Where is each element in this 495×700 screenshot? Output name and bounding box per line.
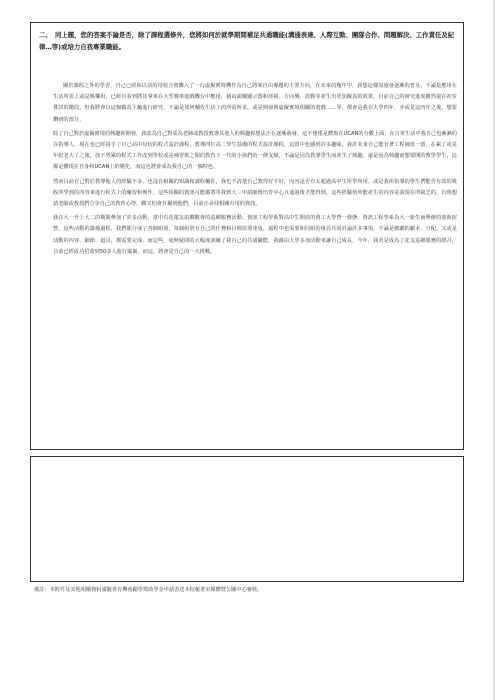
- footnote: 備註：本附件及其他相關資料請隨喜有機會勵學獎助學金申請表送本校秘書室媒體暨公關中心審核。: [34, 587, 263, 593]
- answer-body: [53, 81, 457, 261]
- question-text: 同上題，您的答案不論是否，除了課程選修外，您將如何於就學期間補足共通職能(溝通表達、人際互動、團隊合作、問題解決、工作責任及紀律…等)或培力自我專業職能。: [39, 31, 455, 51]
- blank-answer-box: [30, 456, 464, 582]
- question-heading: [39, 29, 457, 53]
- answer-paragraph: 除了自己對於虛擬實境的興趣和開發，我認為自己對成為老師或教授教導其他人的興趣和想法正在逐漸萌發，這不僅僅是體現在UCAN的分數上面，在日常生活中我自己也漸漸的在指導人，現在也已經接手了自己高中母校的程式設計課程，教導四位高二學生基礎的程式設計課程，這當中也感到許多趣味，我許未來自己能有著工程師當一當，在累了或是年紀老大了之後，放下勞累的程式工作改到學校或是補習班之類的教育下一代的小孩們的一條支線，不論是因為教導學生而產生了興趣，還是因為興趣而想要開的教學學生，這都是體現在自身和UCAN上的變化，而這也將會成為我自己的一個特色。: [53, 130, 457, 171]
- answer-paragraph: 然而目前自己對於教導他人的經驗不多，也沒有相關的知識和課程輔佐，我也不清楚自己教得好不好，內容是否有太超過高中生所學所用，或是我所指導的學生們能否有效的吸收所學到的內容來進行程式上的練習和實作，這些相關的資訊可能都將等我到大三申請師資培育中心且通過後才能得到，這些經驗值所能產生的內容是我現在所缺乏的，有時想請老師或教授們分享自己的教育心得，聊又怕會打擾到他們，目前正尋找相關有用的資訊。: [53, 178, 457, 208]
- answer-paragraph: 我在大一升上大二的期間參加了許多活動，當中有花蓮友誼聯歡會的巡鄉服務活動、資訊工程學系對高中生開放的資工大學營一資態、資訊工程學系為大一新生而舉辦的迎新宿營，這些活動的籌備過程，我們都分成了各個組別，每個組別有自己的任務和目標需要達成，過程中也需要和同組的組員共同討論許多事項，不論是戲劇的劇本、分配，又或是活動的內容、細節、道具，都需要完成，而這些，毫無疑問的大幅度訓練了我自己的共通職能，我藉由大學多加活動來讓自己成長，今年，我更是成為了花友巡鄉服務的總召，目前已經成功招募到50多人進行籌備，而這，將會是自己的一大挑戰。: [53, 215, 457, 255]
- question-number: 二、: [39, 31, 52, 39]
- reflection-form-box: [30, 22, 464, 450]
- answer-paragraph: 關於課程之外的學習，自己已經和以前的母校合資購入了一台虛擬實境機作為自己將來自由專題的主要方向，在未來的幾年中，我想這樣設施會逐漸的普及，不論是應用在生活所需上或是娛樂用，已經有看到將其拿來在大型賽車遊戲機台中應用，藉由頭戴顯示器和座椅、方向盤、震動等產生出更加擬真的效果，目前自己的研究進度雖然還在初步嘗試的階段，但我將會以這個做為主軸進行研究，不論是如何輔佐生活上的所需所求，或是開發與虛擬實境相關的遊戲……等，都會是我在大學四年，亦或是這四年之後，想要鑽研的部分。: [53, 83, 457, 123]
